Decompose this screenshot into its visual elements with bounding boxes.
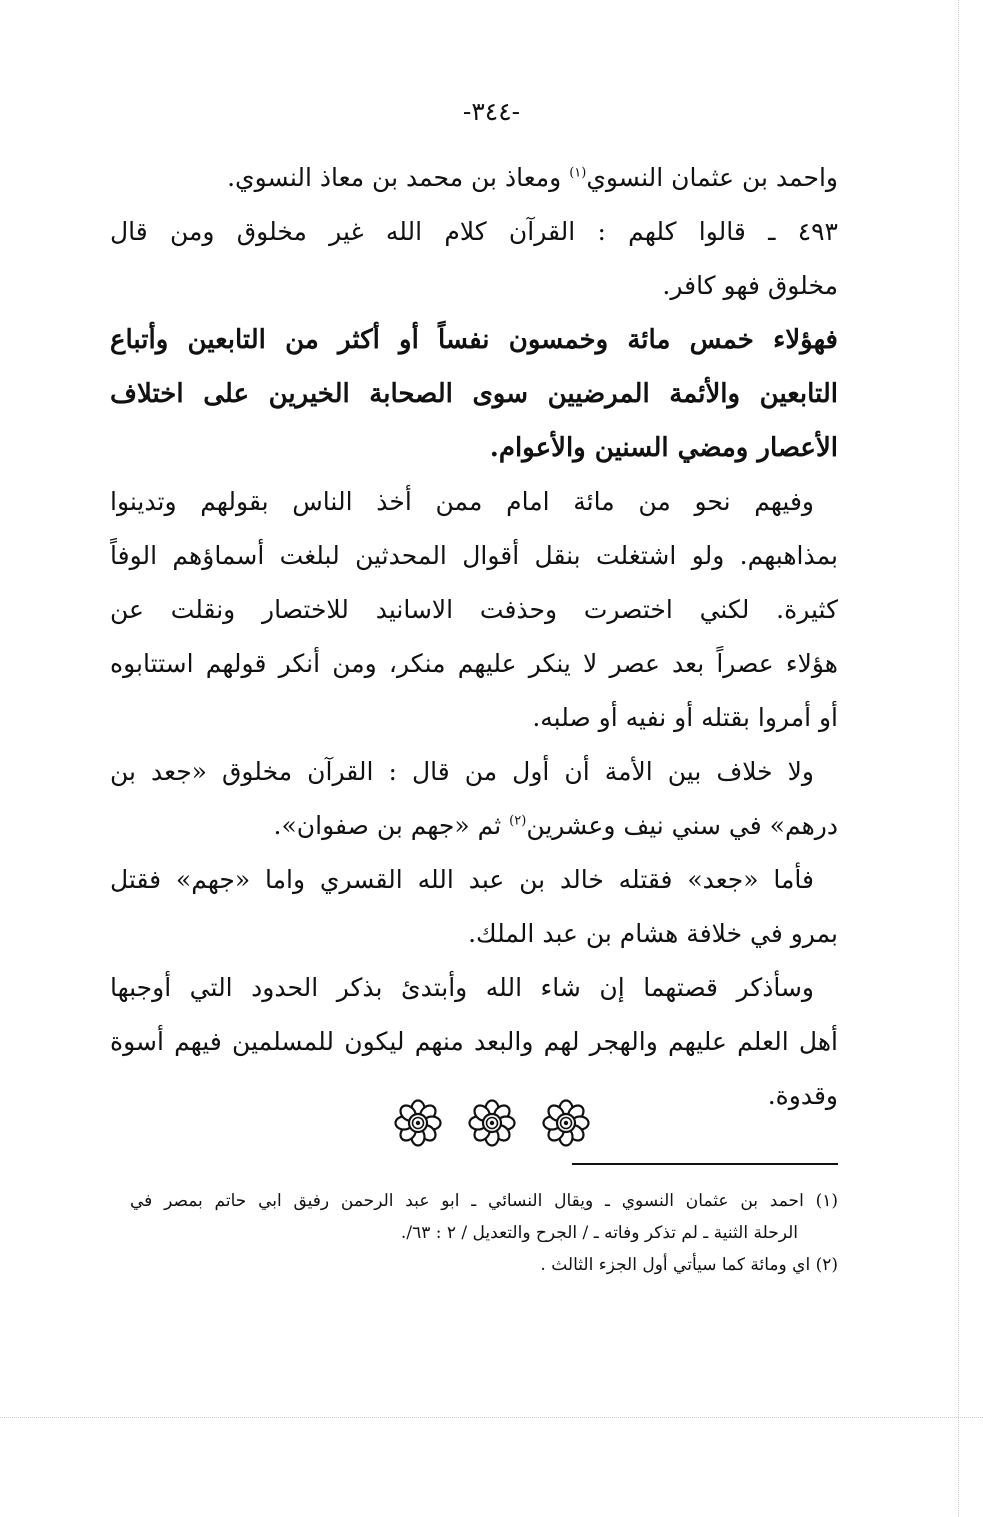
text-line: أو أمروا بقتله أو نفيه أو صلبه. [532,703,838,732]
footnote-ref: (١) [569,165,587,181]
footnote-ref: (٢) [509,813,527,829]
footnote-line: (١) احمد بن عثمان النسوي ـ ويقال النسائي ـ ابو عبد الرحمن رفيق ابي حاتم بمصر في [130,1191,838,1211]
text-line: كثيرة. لكني اختصرت وحذفت الاسانيد للاختصار ونقلت عن [110,595,838,624]
flower-ornament-icon [468,1099,516,1147]
text-line: مخلوق فهو كافر. [662,271,838,300]
text-line: أهل العلم عليهم والهجر لهم والبعد منهم ليكون للمسلمين فيهم أسوة [110,1027,838,1056]
text-line: ٤٩٣ ـ قالوا كلهم : القرآن كلام الله غير مخلوق ومن قال [110,217,838,246]
text-line: بمرو في خلافة هشام بن عبد الملك. [468,919,838,948]
section-ornament [0,1099,983,1147]
text-line: هؤلاء عصراً بعد عصر لا ينكر عليهم منكر، ومن أنكر قولهم استتابوه [110,649,838,678]
bold-text-line: التابعين والأئمة المرضيين سوى الصحابة الخيرين على اختلاف [110,379,838,409]
page-edge [958,0,959,1517]
text-line [110,799,838,853]
page-number: -٣٤٤- [462,97,521,126]
text-line: وسأذكر قصتهما إن شاء الله وأبتدئ بذكر الحدود التي أوجبها [110,973,814,1002]
footnote-line: الرحلة الثنية ـ لم تذكر وفاته ـ / الجرح والتعديل / ٢ : ٦٣/. [400,1223,798,1243]
text-line: فأما «جعد» فقتله خالد بن عبد الله القسري واما «جهم» فقتل [110,865,814,894]
flower-ornament-icon [542,1099,590,1147]
bold-text-line: فهؤلاء خمس مائة وخمسون نفساً أو أكثر من التابعين وأتباع [110,325,838,355]
text-line: وفيهم نحو من مائة امام ممن أخذ الناس بقولهم وتدينوا [110,487,814,516]
footnote-line: (٢) اي ومائة كما سيأتي أول الجزء الثالث . [540,1255,838,1275]
page-bottom-edge [0,1417,983,1418]
line-text: درهم» في سني نيف وعشرين [526,811,838,840]
text-line: وقدوة. [767,1081,838,1110]
footnote-separator [572,1163,838,1165]
line-text: ومعاذ بن محمد بن معاذ النسوي. [227,163,570,192]
line-text: ثم «جهم بن صفوان». [273,811,510,840]
text-line: بمذاهبهم. ولو اشتغلت بنقل أقوال المحدثين لبلغت أسماؤهم الوفاً [110,541,838,570]
text-line: ولا خلاف بين الأمة أن أول من قال : القرآن مخلوق «جعد بن [110,757,814,786]
flower-ornament-icon [394,1099,442,1147]
text-line [110,151,838,205]
line-text: واحمد بن عثمان النسوي [586,163,838,192]
bold-text-line: الأعصار ومضي السنين والأعوام. [489,433,838,463]
